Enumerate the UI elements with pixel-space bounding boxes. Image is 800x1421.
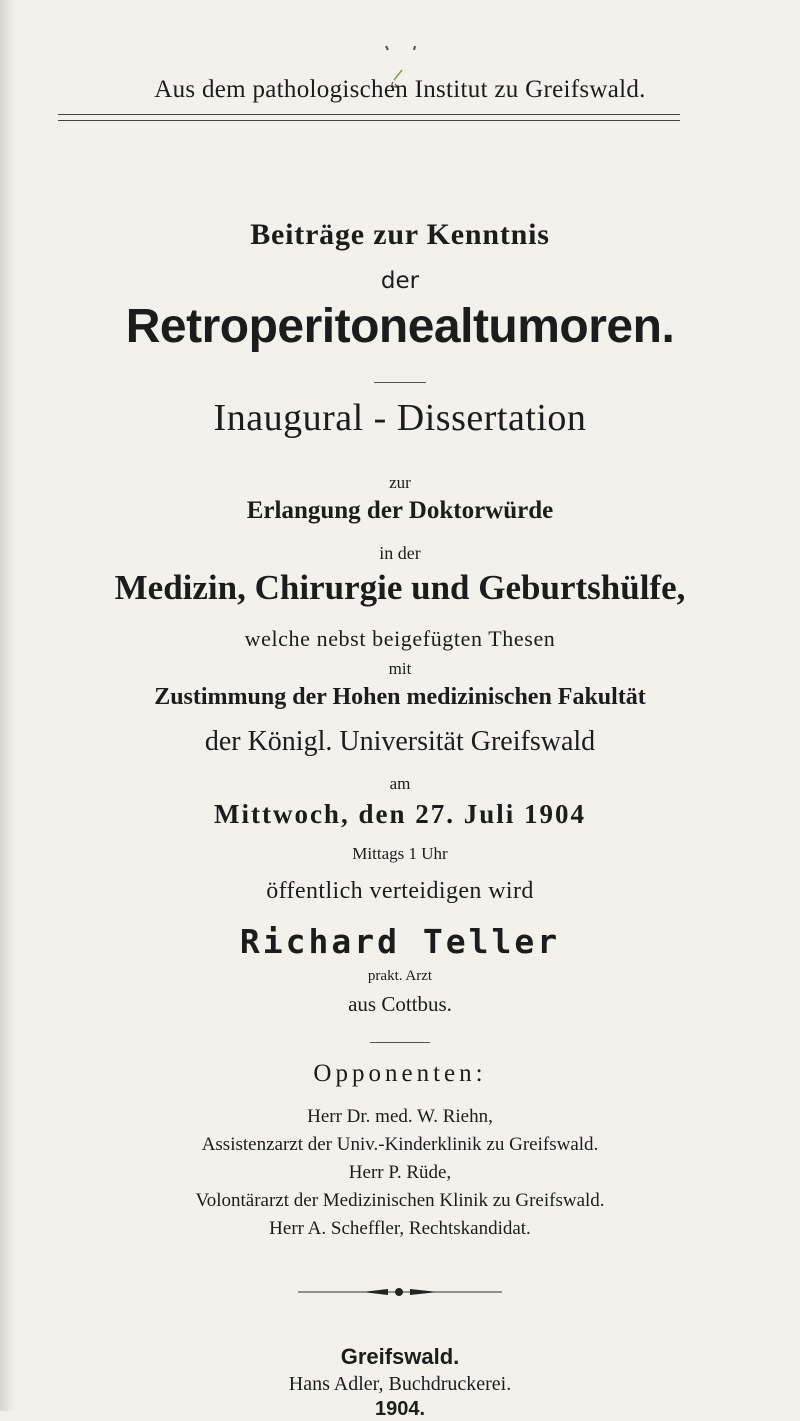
welche-line: welche nebst beigefügten Thesen xyxy=(244,626,556,651)
ornament-divider-icon xyxy=(298,1286,502,1298)
time-line: Mittags 1 Uhr xyxy=(352,844,448,863)
am-text: am xyxy=(389,774,411,793)
divider-short-2 xyxy=(370,1042,430,1043)
header-double-rule xyxy=(58,114,680,121)
opponent-line: Herr P. Rüde, xyxy=(348,1162,452,1183)
title-line-2: der xyxy=(380,268,420,294)
divider-short xyxy=(374,382,426,383)
purpose-line: Erlangung der Doktorwürde xyxy=(246,497,554,524)
author-name: Richard Teller xyxy=(239,922,561,961)
opponent-line: Volontärarzt der Medizinischen Klinik zu Greifswald. xyxy=(195,1190,605,1211)
imprint-year: 1904. xyxy=(374,1398,426,1420)
imprint-place: Greifswald. xyxy=(340,1344,460,1369)
defend-line: öffentlich verteidigen wird xyxy=(266,878,534,904)
imprint-printer: Hans Adler, Buchdruckerei. xyxy=(288,1373,512,1395)
mit-text: mit xyxy=(388,659,412,678)
field-line: Medizin, Chirurgie und Geburtshülfe, xyxy=(114,568,686,607)
author-origin: aus Cottbus. xyxy=(348,992,452,1016)
dissertation-heading: Inaugural - Dissertation xyxy=(213,397,587,439)
in-der-text: in der xyxy=(379,543,421,563)
author-title: prakt. Arzt xyxy=(367,968,433,984)
university-line: der Königl. Universität Greifswald xyxy=(204,726,596,757)
opponent-line: Assistenzarzt der Univ.-Kinderklinik zu Greifswald. xyxy=(201,1134,599,1155)
opponent-line: Herr Dr. med. W. Riehn, xyxy=(307,1106,493,1127)
title-line-1: Beiträge zur Kenntnis xyxy=(250,218,550,251)
zur-text: zur xyxy=(389,473,411,492)
consent-line: Zustimmung der Hohen medizinischen Fakultät xyxy=(154,684,646,710)
main-title: Retroperitonealtumoren. xyxy=(125,300,675,353)
opponent-line: Herr A. Scheffler, Rechtskandidat. xyxy=(269,1218,531,1239)
date-line: Mittwoch, den 27. Juli 1904 xyxy=(213,799,586,829)
opponents-heading: Opponenten: xyxy=(313,1060,487,1087)
institute-line: Aus dem pathologischen Institut zu Greifswald. xyxy=(154,76,646,103)
